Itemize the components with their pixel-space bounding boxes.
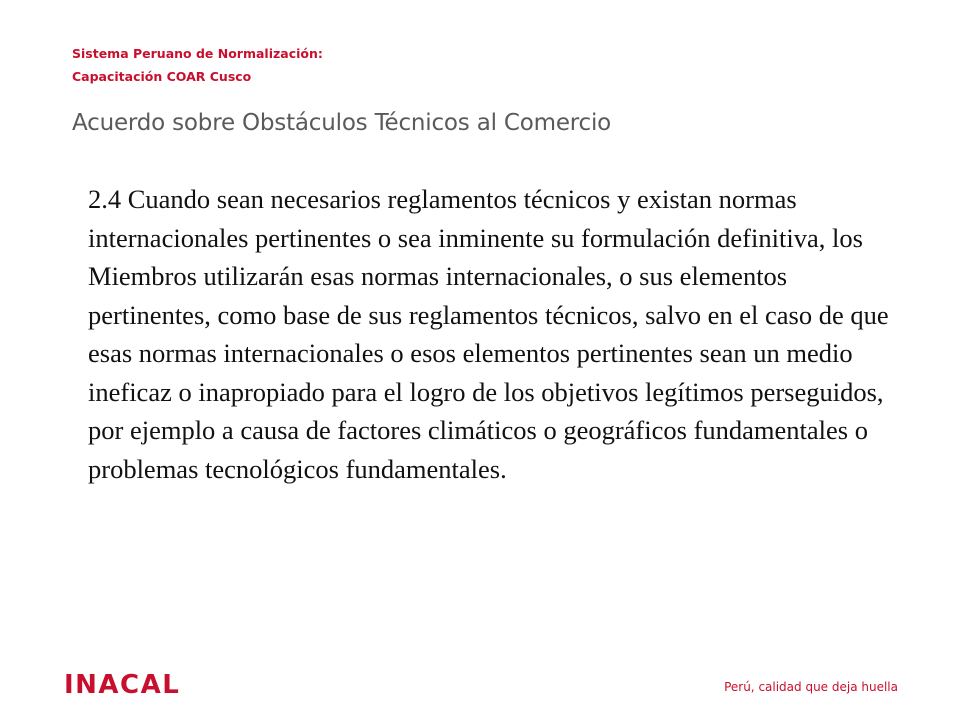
header-line-system: Sistema Peruano de Normalización: — [72, 46, 323, 61]
slide-title: Acuerdo sobre Obstáculos Técnicos al Comercio — [72, 110, 612, 136]
inacal-logo: INACAL — [64, 670, 181, 700]
slide-body-text: 2.4 Cuando sean necesarios reglamentos técnicos y existan normas internacionales pertinentes o sea inminente su formulación definitiva, los Miembros utilizarán esas normas internacionales, o sus elementos pertinentes, como base de sus reglamentos técnicos, salvo en el caso de que esas normas internacionales o esos elementos pertinentes sean un medio ineficaz o inapropiado para el logro de los objetivos legítimos perseguidos, por ejemplo a causa de factores climáticos o geográficos fundamentales o problemas tecnológicos fundamentales. — [88, 184, 889, 484]
header-line-training: Capacitación COAR Cusco — [72, 69, 252, 84]
footer-tagline: Perú, calidad que deja huella — [724, 680, 898, 694]
slide-header — [72, 42, 672, 88]
